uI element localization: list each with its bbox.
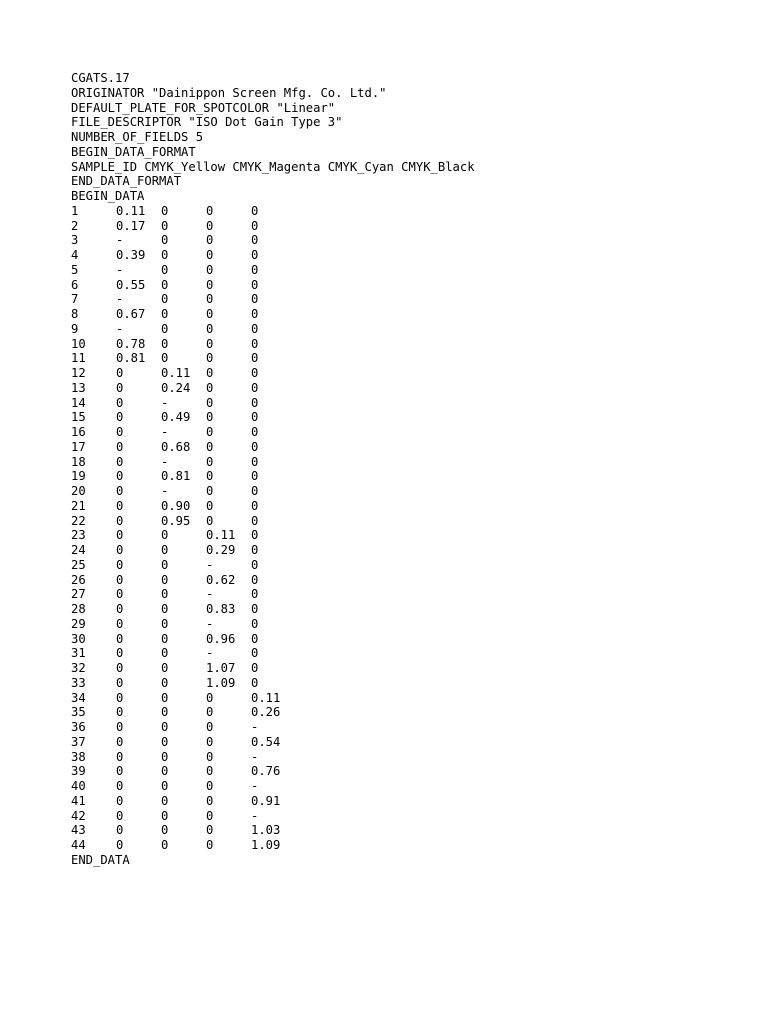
table-row (71, 455, 475, 470)
table-row (71, 661, 475, 676)
magenta-cell: 0 (161, 218, 169, 233)
black-cell: 0 (251, 292, 259, 307)
data-format-fields-line: SAMPLE_ID CMYK_Yellow CMYK_Magenta CMYK_Cyan CMYK_Black (71, 159, 475, 174)
black-cell: 0 (251, 336, 259, 351)
sample-id-cell: 12 (71, 366, 86, 380)
cyan-cell: - (206, 646, 214, 661)
data-table (71, 204, 475, 853)
sample-id-cell: 5 (71, 262, 79, 277)
magenta-cell: 0 (161, 307, 169, 321)
cyan-cell: 0 (206, 277, 214, 292)
yellow-cell: - (116, 292, 124, 307)
table-row (71, 381, 475, 396)
sample-id-cell: 1 (71, 203, 79, 218)
yellow-cell: 0 (116, 557, 124, 572)
magenta-cell: 0.11 (161, 366, 191, 380)
cyan-cell: 0 (206, 292, 214, 307)
black-cell: 0 (251, 439, 259, 454)
yellow-cell: 0 (116, 646, 124, 661)
black-cell: 0.54 (251, 734, 281, 749)
cyan-cell: 0 (206, 690, 214, 705)
magenta-cell: 0.49 (161, 410, 191, 425)
sample-id-cell: 42 (71, 808, 86, 823)
black-cell: 1.03 (251, 823, 281, 838)
yellow-cell: 0.11 (116, 203, 146, 218)
yellow-cell: 0 (116, 720, 124, 734)
magenta-cell: 0 (161, 705, 169, 720)
cyan-cell: 0 (206, 336, 214, 351)
cyan-cell: 0 (206, 248, 214, 262)
yellow-cell: 0 (116, 410, 124, 425)
magenta-cell: 0 (161, 616, 169, 631)
magenta-cell: 0 (161, 602, 169, 616)
sample-id-cell: 29 (71, 616, 86, 631)
cyan-cell: - (206, 616, 214, 631)
table-row (71, 322, 475, 337)
yellow-cell: - (116, 233, 124, 248)
cyan-cell: 0 (206, 705, 214, 720)
yellow-cell: 0 (116, 690, 124, 705)
table-row (71, 602, 475, 617)
magenta-cell: 0 (161, 248, 169, 262)
yellow-cell: 0.67 (116, 307, 146, 321)
number-of-fields-line: NUMBER_OF_FIELDS 5 (71, 130, 204, 144)
cyan-cell: 0 (206, 734, 214, 749)
sample-id-cell: 43 (71, 823, 86, 838)
black-cell: 0 (251, 557, 259, 572)
table-row (71, 809, 475, 824)
table-row (71, 499, 475, 514)
cyan-cell: 0 (206, 454, 214, 469)
black-cell: 0.11 (251, 690, 281, 705)
magenta-cell: 0.81 (161, 469, 191, 484)
magenta-cell: 0 (161, 720, 169, 734)
sample-id-cell: 33 (71, 675, 86, 690)
magenta-cell: 0 (161, 277, 169, 292)
cyan-cell: 0 (206, 307, 214, 321)
black-cell: 0 (251, 380, 259, 395)
magenta-cell: 0 (161, 262, 169, 277)
yellow-cell: 0 (116, 705, 124, 720)
cyan-cell: 1.09 (206, 675, 236, 690)
default-plate-line: DEFAULT_PLATE_FOR_SPOTCOLOR "Linear" (71, 100, 336, 115)
yellow-cell: 0 (116, 454, 124, 469)
black-cell: 0 (251, 513, 259, 528)
sample-id-cell: 24 (71, 543, 86, 557)
table-row (71, 351, 475, 366)
black-cell: 0 (251, 203, 259, 218)
magenta-cell: 0.90 (161, 498, 191, 513)
magenta-cell: - (161, 454, 169, 469)
black-cell: 0 (251, 307, 259, 321)
yellow-cell: 0 (116, 528, 124, 543)
magenta-cell: 0 (161, 734, 169, 749)
magenta-cell: - (161, 484, 169, 498)
magenta-cell: 0 (161, 572, 169, 587)
table-row (71, 558, 475, 573)
sample-id-cell: 4 (71, 248, 79, 262)
black-cell: 0 (251, 233, 259, 248)
sample-id-cell: 38 (71, 749, 86, 764)
black-cell: 0 (251, 528, 259, 543)
table-row (71, 646, 475, 661)
table-row (71, 543, 475, 558)
cyan-cell: 0 (206, 351, 214, 366)
magenta-cell: 0 (161, 646, 169, 661)
black-cell: - (251, 808, 259, 823)
yellow-cell: 0.39 (116, 248, 146, 262)
black-cell: 0 (251, 425, 259, 439)
table-row (71, 263, 475, 278)
sample-id-cell: 17 (71, 439, 86, 454)
begin-data-format-line: BEGIN_DATA_FORMAT (71, 144, 196, 159)
magenta-cell: 0.24 (161, 380, 191, 395)
black-cell: 0 (251, 572, 259, 587)
table-row (71, 838, 475, 853)
magenta-cell: 0 (161, 233, 169, 248)
yellow-cell: 0 (116, 425, 124, 439)
table-row (71, 366, 475, 381)
cyan-cell: 0 (206, 410, 214, 425)
magenta-cell: 0 (161, 690, 169, 705)
magenta-cell: 0 (161, 351, 169, 366)
sample-id-cell: 26 (71, 572, 86, 587)
black-cell: 0 (251, 587, 259, 602)
yellow-cell: 0 (116, 513, 124, 528)
table-row (71, 248, 475, 263)
magenta-cell: 0 (161, 793, 169, 808)
sample-id-cell: 36 (71, 720, 86, 734)
sample-id-cell: 41 (71, 793, 86, 808)
magenta-cell: 0.95 (161, 513, 191, 528)
cyan-cell: 0 (206, 764, 214, 779)
magenta-cell: 0 (161, 838, 169, 852)
table-row (71, 440, 475, 455)
yellow-cell: 0 (116, 380, 124, 395)
cyan-cell: 0.29 (206, 543, 236, 557)
yellow-cell: 0 (116, 366, 124, 380)
black-cell: 0.26 (251, 705, 281, 720)
table-row (71, 764, 475, 779)
sample-id-cell: 13 (71, 380, 86, 395)
yellow-cell: 0 (116, 661, 124, 675)
black-cell: 0 (251, 248, 259, 262)
magenta-cell: 0 (161, 587, 169, 602)
magenta-cell: - (161, 395, 169, 410)
magenta-cell: 0 (161, 528, 169, 543)
black-cell: - (251, 720, 259, 734)
yellow-cell: 0 (116, 779, 124, 793)
black-cell: - (251, 779, 259, 793)
originator-line: ORIGINATOR "Dainippon Screen Mfg. Co. Ltd." (71, 85, 387, 100)
sample-id-cell: 7 (71, 292, 79, 307)
yellow-cell: 0 (116, 587, 124, 602)
sample-id-cell: 6 (71, 277, 79, 292)
cyan-cell: 0.62 (206, 572, 236, 587)
sample-id-cell: 37 (71, 734, 86, 749)
yellow-cell: 0 (116, 823, 124, 838)
table-row (71, 425, 475, 440)
cyan-cell: 0.83 (206, 602, 236, 616)
yellow-cell: 0 (116, 838, 124, 852)
sample-id-cell: 32 (71, 661, 86, 675)
magenta-cell: 0 (161, 749, 169, 764)
black-cell: 1.09 (251, 838, 281, 852)
table-row (71, 617, 475, 632)
sample-id-cell: 8 (71, 307, 79, 321)
sample-id-cell: 23 (71, 528, 86, 543)
cgats-document (71, 71, 475, 868)
table-row (71, 292, 475, 307)
magenta-cell: 0.68 (161, 439, 191, 454)
black-cell: 0.91 (251, 793, 281, 808)
yellow-cell: 0 (116, 631, 124, 646)
yellow-cell: 0 (116, 602, 124, 616)
yellow-cell: 0.17 (116, 218, 146, 233)
black-cell: 0 (251, 454, 259, 469)
magenta-cell: 0 (161, 661, 169, 675)
cyan-cell: 0 (206, 838, 214, 852)
black-cell: 0 (251, 469, 259, 484)
sample-id-cell: 11 (71, 351, 86, 366)
black-cell: 0 (251, 631, 259, 646)
sample-id-cell: 40 (71, 779, 86, 793)
yellow-cell: - (116, 321, 124, 336)
cyan-cell: 0.96 (206, 631, 236, 646)
black-cell: 0 (251, 498, 259, 513)
cyan-cell: 0 (206, 793, 214, 808)
table-row (71, 587, 475, 602)
sample-id-cell: 31 (71, 646, 86, 661)
sample-id-cell: 22 (71, 513, 86, 528)
sample-id-cell: 44 (71, 838, 86, 852)
sample-id-cell: 2 (71, 218, 79, 233)
table-row (71, 278, 475, 293)
yellow-cell: - (116, 262, 124, 277)
magenta-cell: 0 (161, 631, 169, 646)
magenta-cell: 0 (161, 292, 169, 307)
black-cell: 0.76 (251, 764, 281, 779)
sample-id-cell: 27 (71, 587, 86, 602)
black-cell: 0 (251, 661, 259, 675)
table-row (71, 469, 475, 484)
sample-id-cell: 20 (71, 484, 86, 498)
table-row (71, 396, 475, 411)
magenta-cell: 0 (161, 823, 169, 838)
table-row (71, 720, 475, 735)
table-row (71, 514, 475, 529)
table-row (71, 823, 475, 838)
sample-id-cell: 34 (71, 690, 86, 705)
yellow-cell: 0 (116, 749, 124, 764)
sample-id-cell: 21 (71, 498, 86, 513)
yellow-cell: 0 (116, 498, 124, 513)
yellow-cell: 0 (116, 395, 124, 410)
cyan-cell: 0 (206, 380, 214, 395)
end-data-line: END_DATA (71, 852, 130, 867)
black-cell: 0 (251, 484, 259, 498)
black-cell: 0 (251, 262, 259, 277)
magenta-cell: 0 (161, 203, 169, 218)
magenta-cell: - (161, 425, 169, 439)
cyan-cell: 0 (206, 823, 214, 838)
cyan-cell: 0 (206, 425, 214, 439)
cyan-cell: 0 (206, 233, 214, 248)
cyan-cell: 0 (206, 321, 214, 336)
sample-id-cell: 9 (71, 321, 79, 336)
magenta-cell: 0 (161, 779, 169, 793)
table-row (71, 528, 475, 543)
sample-id-cell: 18 (71, 454, 86, 469)
cyan-cell: 1.07 (206, 661, 236, 675)
black-cell: 0 (251, 646, 259, 661)
yellow-cell: 0 (116, 793, 124, 808)
sample-id-cell: 15 (71, 410, 86, 425)
cyan-cell: 0 (206, 439, 214, 454)
black-cell: 0 (251, 395, 259, 410)
table-row (71, 337, 475, 352)
yellow-cell: 0 (116, 675, 124, 690)
sample-id-cell: 3 (71, 233, 79, 248)
magenta-cell: 0 (161, 557, 169, 572)
table-row (71, 410, 475, 425)
sample-id-cell: 39 (71, 764, 86, 779)
yellow-cell: 0 (116, 764, 124, 779)
yellow-cell: 0 (116, 484, 124, 498)
black-cell: 0 (251, 410, 259, 425)
yellow-cell: 0 (116, 734, 124, 749)
table-row (71, 219, 475, 234)
cyan-cell: - (206, 557, 214, 572)
yellow-cell: 0 (116, 572, 124, 587)
cyan-cell: 0 (206, 498, 214, 513)
yellow-cell: 0 (116, 543, 124, 557)
table-row (71, 204, 475, 219)
table-row (71, 233, 475, 248)
table-row (71, 691, 475, 706)
magenta-cell: 0 (161, 675, 169, 690)
black-cell: 0 (251, 543, 259, 557)
table-row (71, 484, 475, 499)
cyan-cell: 0 (206, 395, 214, 410)
magenta-cell: 0 (161, 543, 169, 557)
sample-id-cell: 35 (71, 705, 86, 720)
file-descriptor-line: FILE_DESCRIPTOR "ISO Dot Gain Type 3" (71, 115, 343, 130)
cgats-version-line: CGATS.17 (71, 71, 130, 85)
yellow-cell: 0 (116, 439, 124, 454)
begin-data-line: BEGIN_DATA (71, 189, 145, 203)
sample-id-cell: 28 (71, 602, 86, 616)
black-cell: 0 (251, 366, 259, 380)
cyan-cell: 0 (206, 218, 214, 233)
black-cell: 0 (251, 675, 259, 690)
sample-id-cell: 25 (71, 557, 86, 572)
black-cell: 0 (251, 616, 259, 631)
sample-id-cell: 30 (71, 631, 86, 646)
end-data-format-line: END_DATA_FORMAT (71, 174, 182, 189)
table-row (71, 307, 475, 322)
sample-id-cell: 19 (71, 469, 86, 484)
black-cell: 0 (251, 277, 259, 292)
table-row (71, 632, 475, 647)
cyan-cell: 0 (206, 262, 214, 277)
magenta-cell: 0 (161, 808, 169, 823)
cyan-cell: 0.11 (206, 528, 236, 543)
black-cell: 0 (251, 321, 259, 336)
black-cell: 0 (251, 351, 259, 366)
table-row (71, 676, 475, 691)
cyan-cell: 0 (206, 484, 214, 498)
cyan-cell: 0 (206, 720, 214, 734)
yellow-cell: 0.78 (116, 336, 146, 351)
table-row (71, 735, 475, 750)
table-row (71, 794, 475, 809)
sample-id-cell: 14 (71, 395, 86, 410)
sample-id-cell: 16 (71, 425, 86, 439)
magenta-cell: 0 (161, 336, 169, 351)
cyan-cell: 0 (206, 808, 214, 823)
yellow-cell: 0.81 (116, 351, 146, 366)
cyan-cell: 0 (206, 366, 214, 380)
yellow-cell: 0 (116, 469, 124, 484)
cyan-cell: 0 (206, 513, 214, 528)
yellow-cell: 0 (116, 808, 124, 823)
black-cell: 0 (251, 218, 259, 233)
magenta-cell: 0 (161, 764, 169, 779)
magenta-cell: 0 (161, 321, 169, 336)
table-row (71, 573, 475, 588)
cyan-cell: 0 (206, 779, 214, 793)
table-row (71, 779, 475, 794)
yellow-cell: 0 (116, 616, 124, 631)
table-row (71, 705, 475, 720)
sample-id-cell: 10 (71, 336, 86, 351)
cyan-cell: - (206, 587, 214, 602)
table-row (71, 750, 475, 765)
yellow-cell: 0.55 (116, 277, 146, 292)
black-cell: 0 (251, 602, 259, 616)
cyan-cell: 0 (206, 203, 214, 218)
cyan-cell: 0 (206, 469, 214, 484)
black-cell: - (251, 749, 259, 764)
cyan-cell: 0 (206, 749, 214, 764)
